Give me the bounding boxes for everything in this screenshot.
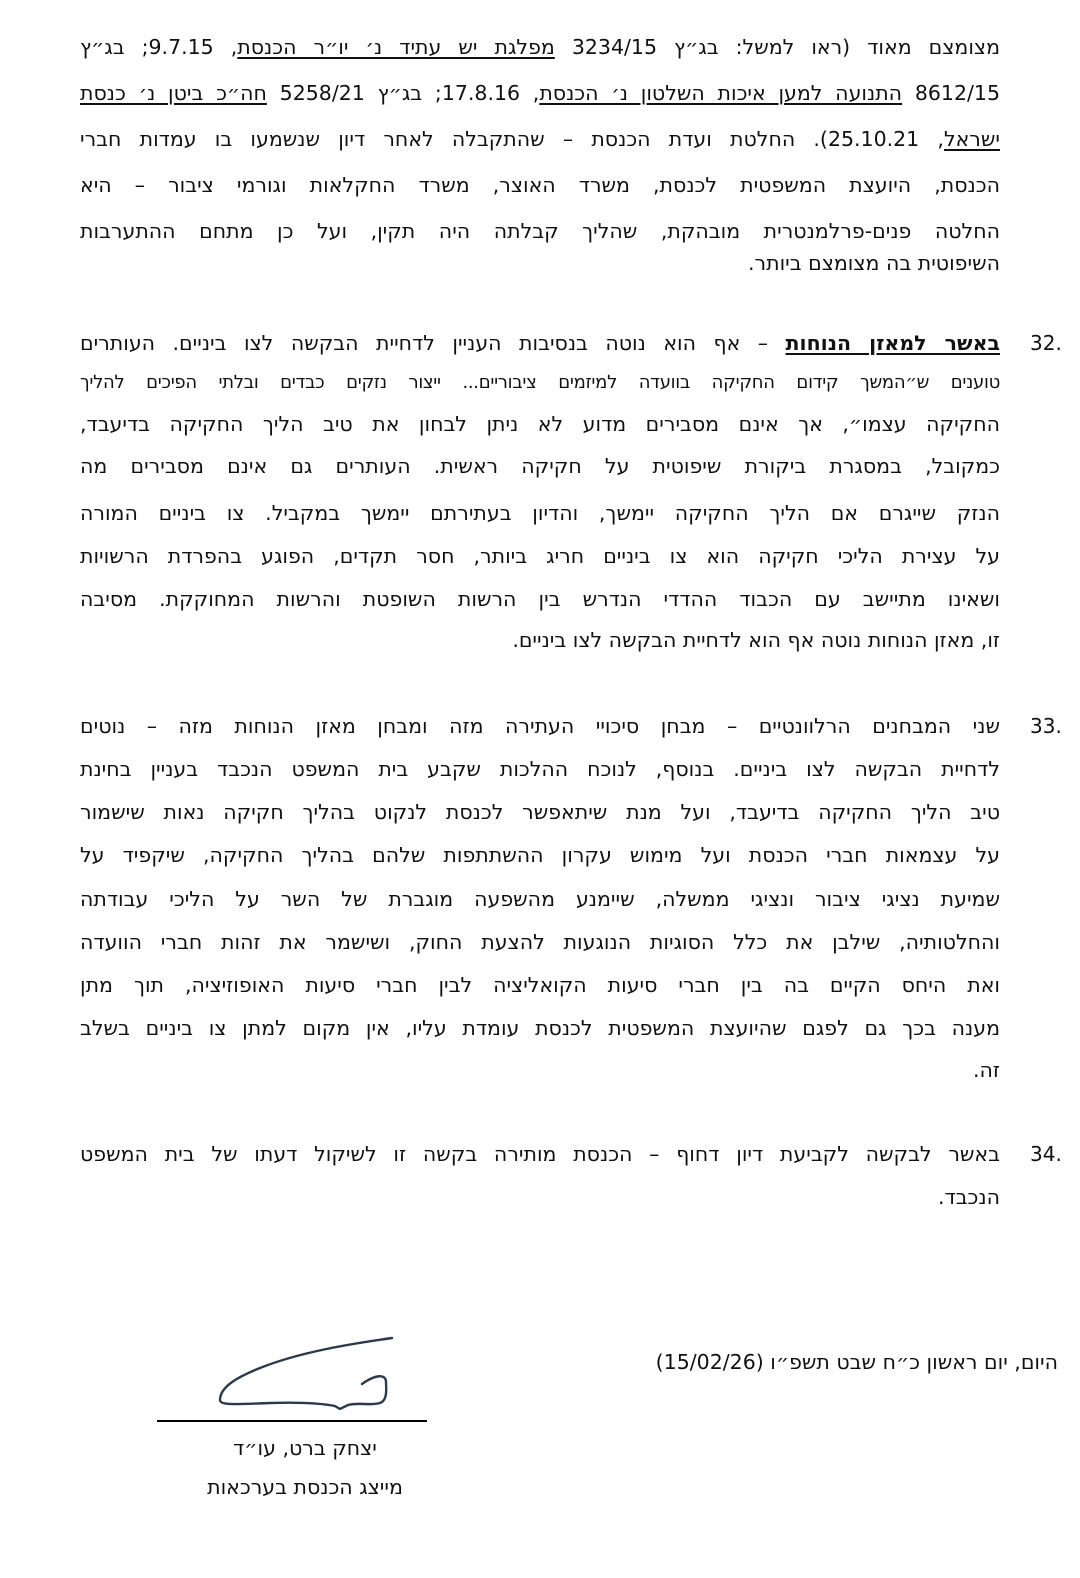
- date-line: היום, יום ראשון כ״ח שבט תשפ״ו (15/02/26): [655, 1350, 1058, 1374]
- paragraph-32-line-2: טוענים ש״המשך קידום החקיקה בוועדה למיזמים ציבוריים... ייצור נזקים כבדים ובלתי הפיכים להליך: [80, 372, 1000, 393]
- case-citation: חה״כ ביטן נ׳ כנסת: [80, 81, 267, 105]
- paragraph-32-line-7: ושאינו מתיישב עם הכבוד ההדדי הנדרש בין הרשות השופטת והרשות המחוקקת. מסיבה: [80, 587, 1000, 611]
- signature-line: [157, 1420, 427, 1422]
- text: מצומצם מאוד (ראו למשל: בג״ץ 3234/15: [554, 35, 1000, 59]
- case-citation: מפלגת יש עתיד נ׳ יו״ר הכנסת: [237, 35, 555, 59]
- text: , 17.8.16; בג״ץ 5258/21: [266, 81, 540, 105]
- paragraph-32-line-5: הנזק שייגרם אם הליך החקיקה יימשך, והדיון בעתירתם יימשך במקביל. צו ביניים המורה: [80, 501, 1000, 525]
- paragraph-32-line-1: [80, 323, 1000, 363]
- paragraph-32-line-4: כמקובל, במסגרת ביקורת שיפוטית על חקיקה ראשית. העותרים גם אינם מסבירים מה: [80, 454, 1000, 478]
- signer-title: מייצג הכנסת בערכאות: [207, 1475, 403, 1499]
- paragraph-number: 32.: [1030, 331, 1062, 355]
- paragraph-34-line-2: הנכבד.: [937, 1185, 1000, 1209]
- signer-name: יצחק ברט, עו״ד: [233, 1436, 377, 1460]
- text: , 25.10.21). החלטת ועדת הכנסת – שהתקבלה לאחר דיון שנשמעו בו עמדות חברי: [80, 127, 944, 151]
- text: 8612/15: [902, 81, 1000, 105]
- paragraph-33-line-4: על עצמאות חברי הכנסת ועל מימוש עקרון ההשתתפות שלהם בהליך החקיקה, שיקפיד על: [80, 843, 1000, 867]
- intro-line-2: [80, 73, 1000, 113]
- paragraph-33-line-1: שני המבחנים הרלוונטיים – מבחן סיכויי העתירה מזה ומבחן מאזן הנוחות מזה – נוטים: [80, 714, 1000, 738]
- intro-line-5: החלטה פנים-פרלמנטרית מובהקת, שהליך קבלתה היה תקין, ועל כן מתחם ההתערבות: [80, 219, 1000, 243]
- paragraph-33-line-8: מענה בכך גם לפגם שהיועצת המשפטית לכנסת עומדת עליו, אין מקום למתן צו ביניים בשלב: [80, 1016, 1000, 1040]
- paragraph-number: 34.: [1030, 1142, 1062, 1166]
- paragraph-number: 33.: [1030, 714, 1062, 738]
- paragraph-33-line-6: והחלטותיה, שילבן את כלל הסוגיות הנוגעות להצעת החוק, ושישמר את זהות חברי הוועדה: [80, 930, 1000, 954]
- paragraph-heading: באשר למאזן הנוחות: [785, 331, 1000, 355]
- paragraph-32-line-8: זו, מאזן הנוחות נוטה אף הוא לדחיית הבקשה לצו ביניים.: [512, 628, 1000, 652]
- text: – אף הוא נוטה בנסיבות העניין לדחיית הבקשה לצו ביניים. העותרים: [80, 331, 786, 355]
- intro-line-1: [80, 27, 1000, 67]
- intro-line-6: השיפוטית בה מצומצם ביותר.: [748, 251, 1000, 275]
- case-citation: ישראל: [943, 127, 1000, 151]
- paragraph-33-line-3: טיב הליך החקיקה בדיעבד, ועל מנת שיתאפשר לכנסת לנקוט בהליך חקיקה נאות שישמור: [80, 800, 1000, 824]
- case-citation: התנועה למען איכות השלטון נ׳ הכנסת: [539, 81, 903, 105]
- paragraph-33-line-5: שמיעת נציגי ציבור ונציגי ממשלה, שיימנע מהשפעה מוגברת של השר על הליכי עבודתה: [80, 887, 1000, 911]
- intro-line-3: [80, 119, 1000, 159]
- paragraph-33-line-9: זה.: [972, 1058, 1000, 1082]
- signature-icon: [210, 1330, 410, 1410]
- paragraph-33-line-7: ואת היחס הקיים בה בין חברי סיעות הקואליציה לבין חברי סיעות האופוזיציה, תוך מתן: [80, 973, 1000, 997]
- paragraph-33-line-2: לדחיית הבקשה לצו ביניים. בנוסף, לנוכח ההלכות שקבע בית המשפט הנכבד בעניין בחינת: [80, 757, 1000, 781]
- paragraph-32-line-3: החקיקה עצמו״, אך אינם מסבירים מדוע לא ניתן לבחון את טיב הליך החקיקה בדיעבד,: [80, 412, 1000, 436]
- paragraph-34-line-1: באשר לבקשה לקביעת דיון דחוף – הכנסת מותירה בקשה זו לשיקול דעתו של בית המשפט: [80, 1142, 1000, 1166]
- text: , 9.7.15; בג״ץ: [80, 35, 238, 59]
- paragraph-32-line-6: על עצירת הליכי חקיקה הוא צו ביניים חריג ביותר, חסר תקדים, הפוגע בהפרדת הרשויות: [80, 544, 1000, 568]
- intro-line-4: הכנסת, היועצת המשפטית לכנסת, משרד האוצר, משרד החקלאות וגורמי ציבור – היא: [80, 173, 1000, 197]
